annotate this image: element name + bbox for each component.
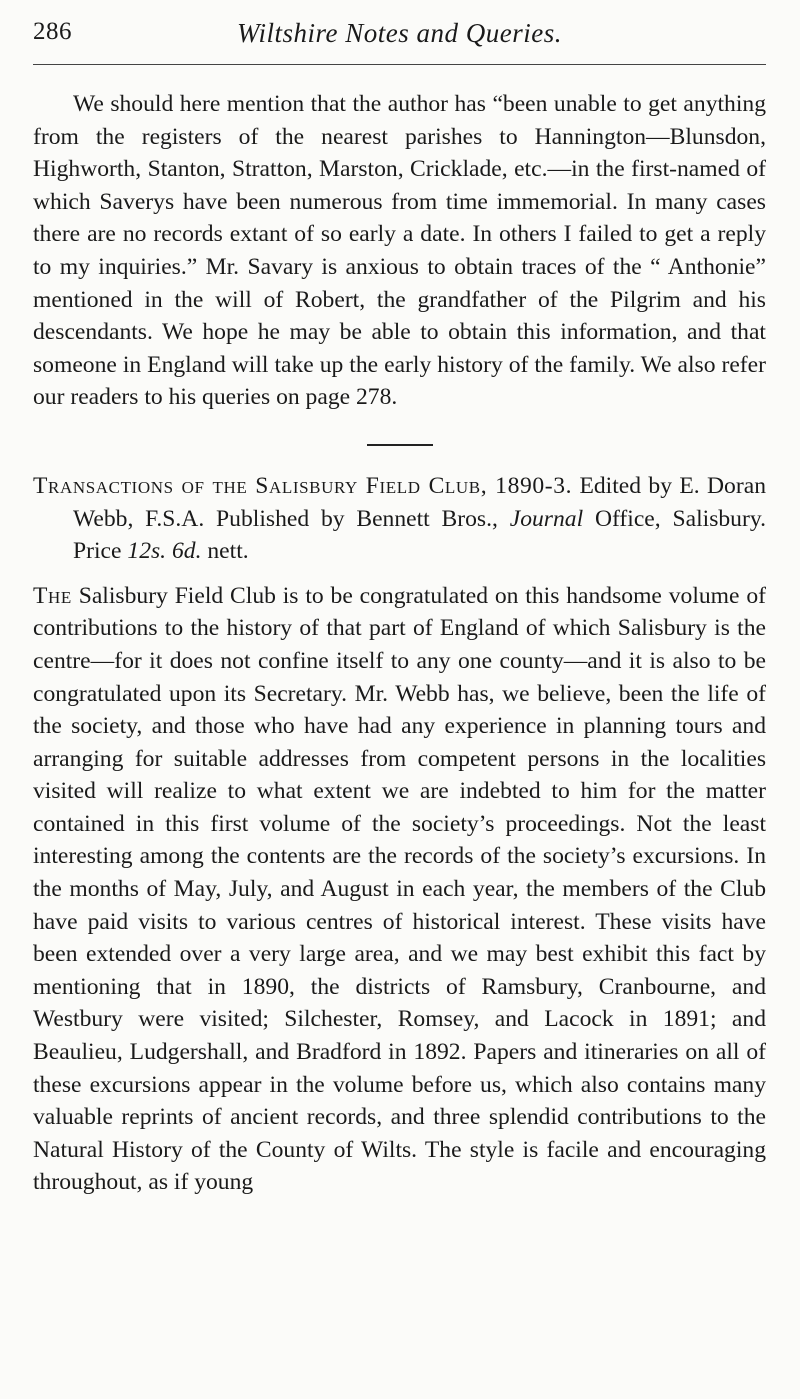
review-body bbox=[33, 580, 766, 1199]
review-office: Office, Salisbury. Price bbox=[73, 505, 766, 565]
review-price-pence: 6d. bbox=[166, 538, 202, 565]
review-first-word: The bbox=[33, 582, 72, 609]
section-divider bbox=[367, 444, 433, 446]
page-header bbox=[33, 18, 766, 58]
review-editor: Edited by E. Doran Webb, F.S.A. Published by Bennett Bros., bbox=[73, 472, 766, 532]
review-journal: Journal bbox=[509, 505, 584, 532]
page-body bbox=[33, 88, 766, 1199]
review-text: Salisbury Field Club is to be congratulated on this handsome volume of contributions to the history of that part of England of which Salisbury is the centre—for it does not confine itself to any one county—and it is also to be congratulated upon its Secretary. Mr. Webb has, we believe, been the life of the society, and those who have had any experience in planning tours and arranging for suitable addresses from competent persons in the localities visited will realize to what extent we are indebted to him for the matter contained in this first volume of the society’s proceedings. Not the least interesting among the contents are the records of the society’s excursions. In the months of May, July, and August in each year, the members of the Club have paid visits to various centres of historical interest. These visits have been extended over a very large area, and we may best exhibit this fact by mentioning that in 1890, the districts of Ramsbury, Cranbourne, and Westbury were visited; Silchester, Romsey, and Lacock in 1891; and Beaulieu, Ludgershall, and Bradford in 1892. Papers and itineraries on all of these excursions appear in the volume before us, which also contains many valuable reprints of ancient records, and three splendid contributions to the Natural History of the County of Wilts. The style is facile and encouraging throughout, as if young bbox=[33, 582, 766, 1196]
header-rule bbox=[33, 64, 766, 65]
paragraph-savary: We should here mention that the author has “been unable to get anything from the registers of the nearest parishes to Hannington—Blunsdon, Highworth, Stanton, Stratton, Marston, Cricklade, etc.—in the first-named of which Saverys have been numerous from time immemorial. In many cases there are no records extant of so early a date. In others I failed to get a reply to my inquiries.” Mr. Savary is anxious to obtain traces of the “ Anthonie” mentioned in the will of Robert, the grandfather of the Pilgrim and his descendants. We hope he may be able to obtain this information, and that someone in England will take up the early history of the family. We also refer our readers to his queries on page 278. bbox=[33, 91, 766, 411]
review-title: Transactions of the Salisbury Field Club, 1890-3. bbox=[33, 472, 573, 499]
review-price-shillings: 12s. bbox=[127, 538, 167, 565]
page-number: 286 bbox=[33, 18, 72, 45]
running-title: Wiltshire Notes and Queries. bbox=[237, 18, 562, 48]
review-heading bbox=[33, 470, 766, 568]
review-nett: nett. bbox=[201, 538, 249, 565]
